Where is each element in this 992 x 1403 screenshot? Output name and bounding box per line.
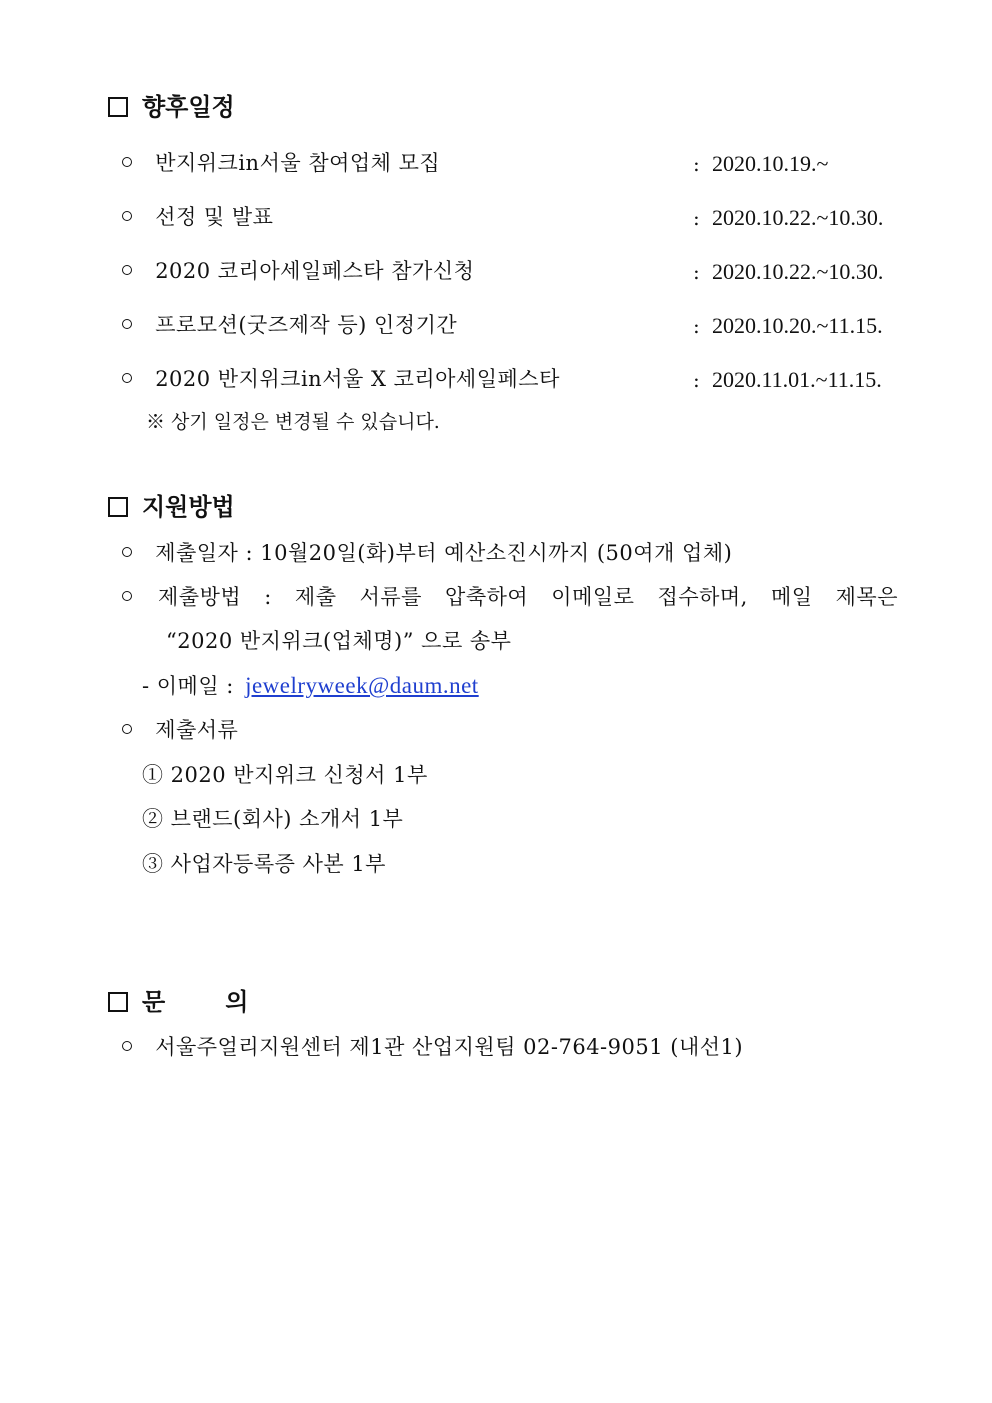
- schedule-item: [122, 150, 440, 176]
- circle-bullet-icon: [122, 265, 132, 275]
- schedule-item-date: 2020.10.20.~11.15.: [712, 313, 883, 338]
- contact-heading: [108, 988, 248, 1016]
- schedule-colon: :: [693, 314, 700, 338]
- schedule-item: [122, 366, 560, 392]
- support-documents: [122, 717, 238, 743]
- support-deadline: [122, 540, 732, 566]
- contact-text: 서울주얼리지원센터 제1관 산업지원팀 02-764-9051 (내선1): [155, 1035, 744, 1059]
- schedule-item-label: 프로모션(굿즈제작 등) 인정기간: [155, 313, 458, 337]
- email-link[interactable]: jewelryweek@daum.net: [245, 673, 479, 698]
- support-method-subject: “2020 반지위크(업체명)” 으로 송부: [166, 629, 512, 653]
- contact-heading-char2: 의: [225, 988, 249, 1016]
- schedule-heading-text: 향후일정: [142, 93, 235, 121]
- schedule-colon: :: [693, 152, 700, 176]
- support-method-text: 제출방법 : 제출 서류를 압축하여 이메일로 접수하며, 메일 제목은: [158, 585, 898, 609]
- circle-bullet-icon: [122, 591, 132, 601]
- circle-bullet-icon: [122, 157, 132, 167]
- circle-bullet-icon: [122, 547, 132, 557]
- checkbox-square-icon: [108, 992, 128, 1012]
- schedule-item: [122, 204, 273, 230]
- schedule-item-date: 2020.11.01.~11.15.: [712, 367, 882, 392]
- contact-heading-char1: 문: [142, 988, 166, 1016]
- circle-bullet-icon: [122, 724, 132, 734]
- schedule-heading: [108, 93, 235, 121]
- schedule-colon: :: [693, 368, 700, 392]
- contact-line: [122, 1034, 743, 1060]
- document-item: ② 브랜드(회사) 소개서 1부: [142, 807, 404, 831]
- schedule-note: ※ 상기 일정은 변경될 수 있습니다.: [146, 411, 440, 433]
- support-deadline-text: 제출일자 : 10월20일(화)부터 예산소진시까지 (50여개 업체): [155, 541, 733, 565]
- schedule-item-label: 2020 코리아세일페스타 참가신청: [155, 259, 475, 283]
- schedule-item-label: 2020 반지위크in서울 X 코리아세일페스타: [155, 367, 560, 391]
- schedule-item-label: 선정 및 발표: [155, 205, 274, 229]
- schedule-item-label: 반지위크in서울 참여업체 모집: [155, 151, 441, 175]
- support-method: [122, 584, 898, 610]
- schedule-item: [122, 258, 474, 284]
- support-heading-text: 지원방법: [142, 493, 235, 521]
- schedule-colon: :: [693, 206, 700, 230]
- email-label: - 이메일 :: [142, 674, 234, 698]
- schedule-colon: :: [693, 260, 700, 284]
- support-documents-title: 제출서류: [155, 718, 239, 742]
- schedule-item-date: 2020.10.19.~: [712, 151, 829, 176]
- circle-bullet-icon: [122, 373, 132, 383]
- circle-bullet-icon: [122, 319, 132, 329]
- document-item: ① 2020 반지위크 신청서 1부: [142, 763, 428, 787]
- schedule-item-date: 2020.10.22.~10.30.: [712, 205, 884, 230]
- schedule-item: [122, 312, 457, 338]
- schedule-item-date: 2020.10.22.~10.30.: [712, 259, 884, 284]
- support-email-row: [142, 673, 479, 699]
- circle-bullet-icon: [122, 211, 132, 221]
- document-item: ③ 사업자등록증 사본 1부: [142, 852, 386, 876]
- support-heading: [108, 493, 235, 521]
- circle-bullet-icon: [122, 1041, 132, 1051]
- checkbox-square-icon: [108, 497, 128, 517]
- checkbox-square-icon: [108, 97, 128, 117]
